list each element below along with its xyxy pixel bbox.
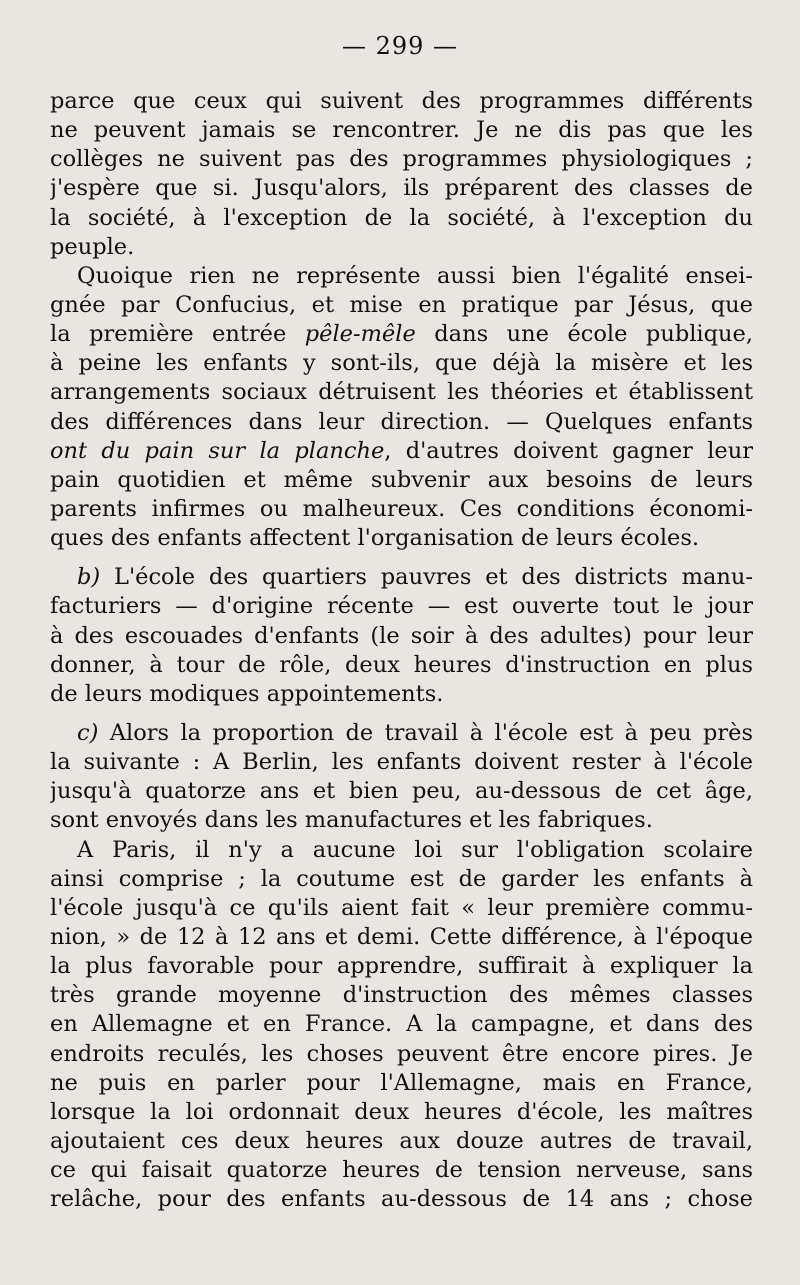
text-line — [50, 1185, 753, 1214]
text-segment: à des escouades d'enfants (le soir à des adultes) pour leur — [50, 622, 753, 649]
text-line — [50, 204, 753, 233]
text-segment: Quoique rien ne représente aussi bien l'égalité ensei- — [77, 262, 753, 289]
text-segment: ce qui faisait quatorze heures de tension nerveuse, sans — [50, 1157, 753, 1184]
text-line — [50, 145, 753, 174]
text-segment: A Paris, il n'y a aucune loi sur l'obligation scolaire — [77, 836, 753, 863]
italic-text: c) — [77, 719, 99, 746]
text-segment: l'école jusqu'à ce qu'ils aient fait « leur première commu- — [50, 894, 753, 921]
text-segment: ainsi comprise ; la coutume est de garder les enfants à — [50, 865, 753, 892]
text-segment: ques des enfants affectent l'organisation de leurs écoles. — [50, 525, 700, 552]
text-segment: arrangements sociaux détruisent les théories et établissent — [50, 379, 753, 406]
paragraph-gap — [50, 709, 753, 719]
text-line — [50, 865, 753, 894]
text-segment: la première entrée — [50, 321, 305, 348]
text-segment: nion, » de 12 à 12 ans et demi. Cette différence, à l'époque — [50, 923, 753, 950]
text-line — [50, 262, 753, 291]
text-line — [50, 651, 753, 680]
text-segment: endroits reculés, les choses peuvent être encore pires. Je — [50, 1040, 753, 1067]
text-line — [50, 777, 753, 806]
text-line — [50, 116, 753, 145]
text-segment: des différences dans leur direction. — Quelques enfants — [50, 408, 753, 435]
text-line — [50, 291, 753, 320]
text-line — [50, 952, 753, 981]
text-segment: ajoutaient ces deux heures aux douze autres de travail, — [50, 1127, 753, 1154]
text-line — [50, 622, 753, 651]
text-segment: pain quotidien et même subvenir aux besoins de leurs — [50, 466, 753, 493]
text-line — [50, 981, 753, 1010]
text-line — [50, 320, 753, 349]
text-segment: parce que ceux qui suivent des programmes différents — [50, 88, 753, 114]
text-line — [50, 1098, 753, 1127]
paragraph-p1 — [50, 87, 753, 262]
text-line — [50, 349, 753, 378]
text-segment: à peine les enfants y sont-ils, que déjà la misère et les — [50, 350, 753, 377]
italic-text: pêle-mêle — [304, 321, 416, 348]
text-segment: Alors la proportion de travail à l'école est à peu près — [98, 719, 753, 746]
text-segment: ne peuvent jamais se rencontrer. Je ne dis pas que les — [50, 117, 753, 144]
text-segment: dans une école publique, — [415, 321, 753, 348]
text-line — [50, 466, 753, 495]
text-segment: facturiers — d'origine récente — est ouverte tout le jour — [50, 593, 753, 620]
body-text — [50, 87, 753, 1214]
text-segment: très grande moyenne d'instruction des mêmes classes — [50, 982, 753, 1009]
text-segment: collèges ne suivent pas des programmes physiologiques ; — [50, 146, 753, 173]
text-line — [50, 524, 753, 553]
text-line — [50, 592, 753, 621]
text-segment: jusqu'à quatorze ans et bien peu, au-dessous de cet âge, — [50, 778, 753, 805]
paragraph-gap — [50, 553, 753, 563]
text-segment: gnée par Confucius, et mise en pratique par Jésus, que — [50, 291, 753, 318]
text-line — [50, 748, 753, 777]
text-segment: lorsque la loi ordonnait deux heures d'école, les maîtres — [50, 1098, 753, 1125]
paragraph-p4 — [50, 719, 753, 836]
text-segment: j'espère que si. Jusqu'alors, ils préparent des classes de — [50, 175, 753, 202]
text-segment: la suivante : A Berlin, les enfants doivent rester à l'école — [50, 749, 753, 776]
paragraph-p3 — [50, 563, 753, 709]
text-line — [50, 1156, 753, 1185]
text-segment: parents infirmes ou malheureux. Ces conditions économi- — [50, 495, 753, 522]
text-line — [50, 1040, 753, 1069]
paragraph-p2 — [50, 262, 753, 553]
text-segment: ne puis en parler pour l'Allemagne, mais en France, — [50, 1069, 753, 1096]
text-segment: L'école des quartiers pauvres et des districts manu- — [100, 564, 753, 591]
text-line — [50, 378, 753, 407]
text-line — [50, 563, 753, 592]
text-segment: sont envoyés dans les manufactures et les fabriques. — [50, 807, 653, 834]
text-line — [50, 233, 753, 262]
text-segment: peuple. — [50, 233, 135, 260]
text-line — [50, 174, 753, 203]
text-line — [50, 437, 753, 466]
text-line — [50, 894, 753, 923]
text-segment: , d'autres doivent gagner leur — [384, 437, 753, 464]
text-segment: la société, à l'exception de la société, à l'exception du — [50, 204, 753, 231]
text-line — [50, 1010, 753, 1039]
italic-text: b) — [77, 564, 101, 591]
text-line — [50, 923, 753, 952]
text-segment: la plus favorable pour apprendre, suffirait à expliquer la — [50, 953, 753, 980]
text-line — [50, 495, 753, 524]
italic-text: ont du pain sur la planche — [50, 437, 385, 464]
text-line — [50, 1127, 753, 1156]
text-line — [50, 836, 753, 865]
text-segment: donner, à tour de rôle, deux heures d'instruction en plus — [50, 651, 753, 678]
text-line — [50, 719, 753, 748]
text-line — [50, 87, 753, 116]
text-line — [50, 806, 753, 835]
text-segment: en Allemagne et en France. A la campagne, et dans des — [50, 1011, 753, 1038]
text-line — [50, 1069, 753, 1098]
page-number: — 299 — — [341, 32, 459, 60]
text-segment: de leurs modiques appointements. — [50, 680, 444, 707]
text-line — [50, 408, 753, 437]
text-segment: relâche, pour des enfants au-dessous de 14 ans ; chose — [50, 1186, 753, 1213]
text-line — [50, 680, 753, 709]
paragraph-p5 — [50, 836, 753, 1215]
